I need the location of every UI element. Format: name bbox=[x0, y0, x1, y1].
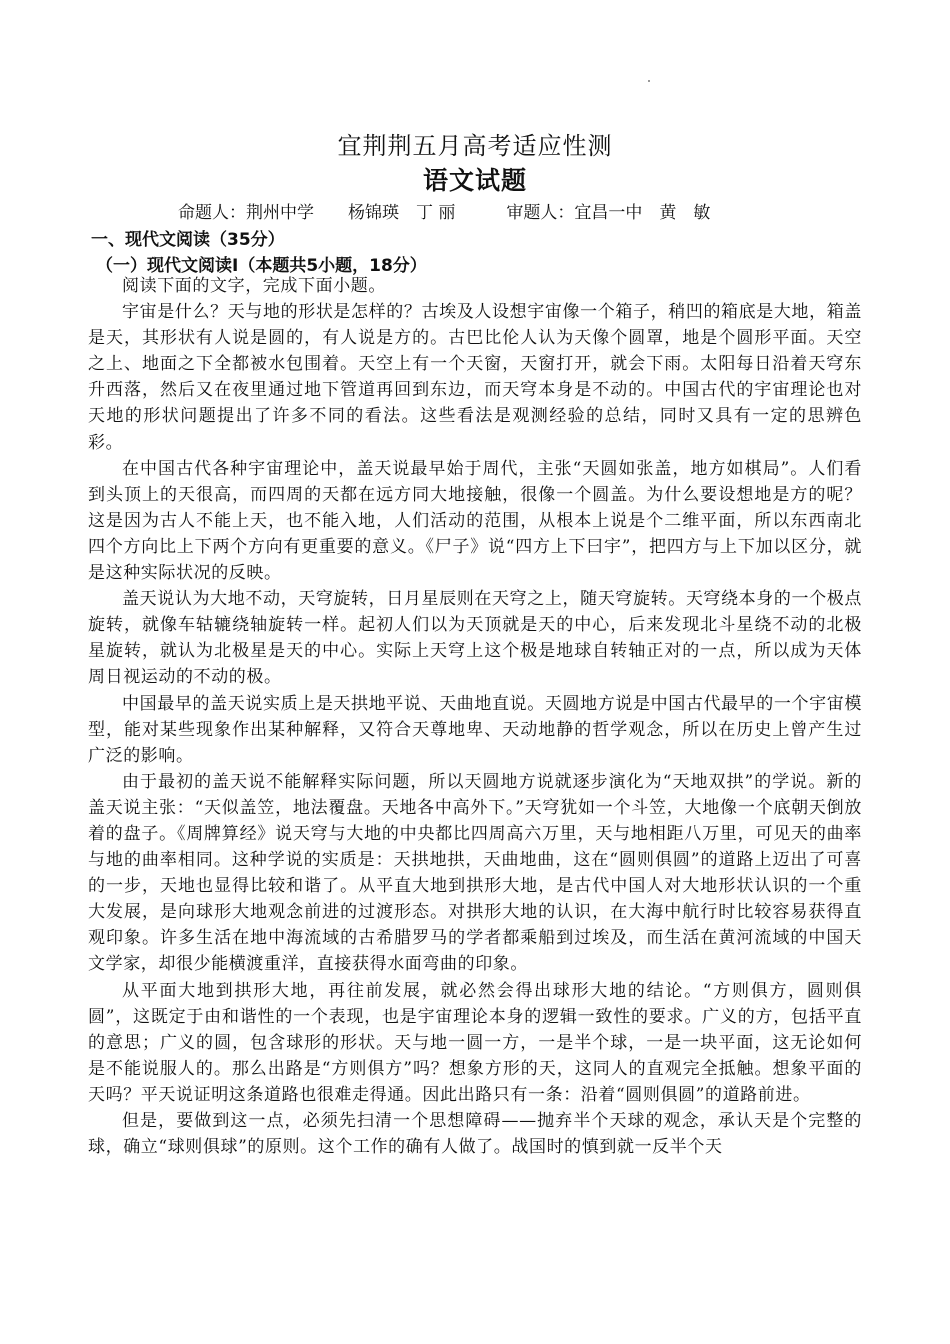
passage-paragraph: 从平面大地到拱形大地，再往前发展，就必然会得出球形大地的结论。“方则俱方，圆则俱圆”，这既定于由和谐性的一个表现，也是宇宙理论本身的逻辑一致性的要求。广义的方，包括平直的意思；广义的圆，包含球形的形状。天与地一圆一方，一是半个球，一是一块平面，这无论如何是不能说服人的。那么出路是“方则俱方”吗？想象方形的天，这同人的直观完全抵触。想象平面的天吗？平天说证明这条道路也很难走得通。因此出路只有一条：沿着“圆则俱圆”的道路前进。 bbox=[88, 980, 862, 1105]
passage-paragraph: 中国最早的盖天说实质上是天拱地平说、天曲地直说。天圆地方说是中国古代最早的一个宇宙模型，能对某些现象作出某种解释，又符合天尊地卑、天动地静的哲学观念，所以在历史上曾产生过广泛的影响。 bbox=[88, 693, 862, 766]
passage-instruction: 阅读下面的文字，完成下面小题。 bbox=[122, 276, 386, 296]
subsection-heading: （一）现代文阅读Ⅰ（本题共5小题，18分） bbox=[96, 256, 427, 276]
passage-paragraph: 由于最初的盖天说不能解释实际问题，所以天圆地方说就逐步演化为“天地双拱”的学说。新的盖天说主张：“天似盖笠，地法覆盘。天地各中高外下。”天穹犹如一个斗笠，大地像一个底朝天倒放着的盘子。《周牌算经》说天穹与大地的中央都比四周高六万里，天与地相距八万里，可见天的曲率与地的曲率相同。这种学说的实质是：天拱地拱，天曲地曲，这在“圆则俱圆”的道路上迈出了可喜的一步，天地也显得比较和谐了。从平直大地到拱形大地，是古代中国人对大地形状认识的一个重大发展，是向球形大地观念前进的过渡形态。对拱形大地的认识，在大海中航行时比较容易获得直观印象。许多生活在地中海流域的古希腊罗马的学者都乘船到过埃及，而生活在黄河流域的中国天文学家，却很少能横渡重洋，直接获得水面弯曲的印象。 bbox=[88, 771, 862, 975]
passage-paragraph: 在中国古代各种宇宙理论中，盖天说最早始于周代，主张“天圆如张盖，地方如棋局”。人们看到头顶上的天很高，而四周的天都在远方同大地接触，很像一个圆盖。为什么要设想地是方的呢？这是因为古人不能上天，也不能入地，人们活动的范围，从根本上说是个二维平面，所以东西南北四个方向比上下两个方向有更重要的意义。《尸子》说“四方上下曰宇”，把四方与上下加以区分，就是这种实际状况的反映。 bbox=[88, 458, 862, 584]
section-heading: 一、现代文阅读（35分） bbox=[91, 230, 285, 250]
passage-body bbox=[88, 273, 862, 1160]
passage-paragraph: 但是，要做到这一点，必须先扫清一个思想障碍——抛弃半个天球的观念，承认天是个完整的球，确立“球则俱球”的原则。这个工作的确有人做了。战国时的慎到就一反半个天 bbox=[88, 1111, 862, 1158]
passage-paragraph: 宇宙是什么？天与地的形状是怎样的？古埃及人设想宇宙像一个箱子，稍凹的箱底是大地，箱盖是天，其形状有人说是圆的，有人说是方的。古巴比伦人认为天像个圆罩，地是个圆形平面。天空之上、地面之下全都被水包围着。天空上有一个天窗，天窗打开，就会下雨。太阳每日沿着天穹东升西落，然后又在夜里通过地下管道再回到东边，而天穹本身是不动的。中国古代的宇宙理论也对天地的形状问题提出了许多不同的看法。这些看法是观测经验的总结，同时又具有一定的思辨色彩。 bbox=[88, 302, 862, 453]
authors-line: 命题人：荆州中学 杨锦瑛 丁 丽 审题人：宜昌一中 黄 敏 bbox=[178, 203, 711, 223]
exam-subject: 语文试题 bbox=[422, 166, 527, 195]
scan-speck bbox=[648, 80, 650, 82]
passage-paragraph: 盖天说认为大地不动，天穹旋转，日月星辰则在天穹之上，随天穹旋转。天穹绕本身的一个极点旋转，就像车轱辘绕轴旋转一样。起初人们以为天顶就是天的中心，后来发现北斗星绕不动的北极星旋转，就认为北极星是天的中心。实际上天穹上这个极是地球自转轴正对的一点，所以成为天体周日视运动的不动的极。 bbox=[88, 589, 862, 688]
exam-title: 宜荆荆五月高考适应性测 bbox=[337, 132, 613, 160]
